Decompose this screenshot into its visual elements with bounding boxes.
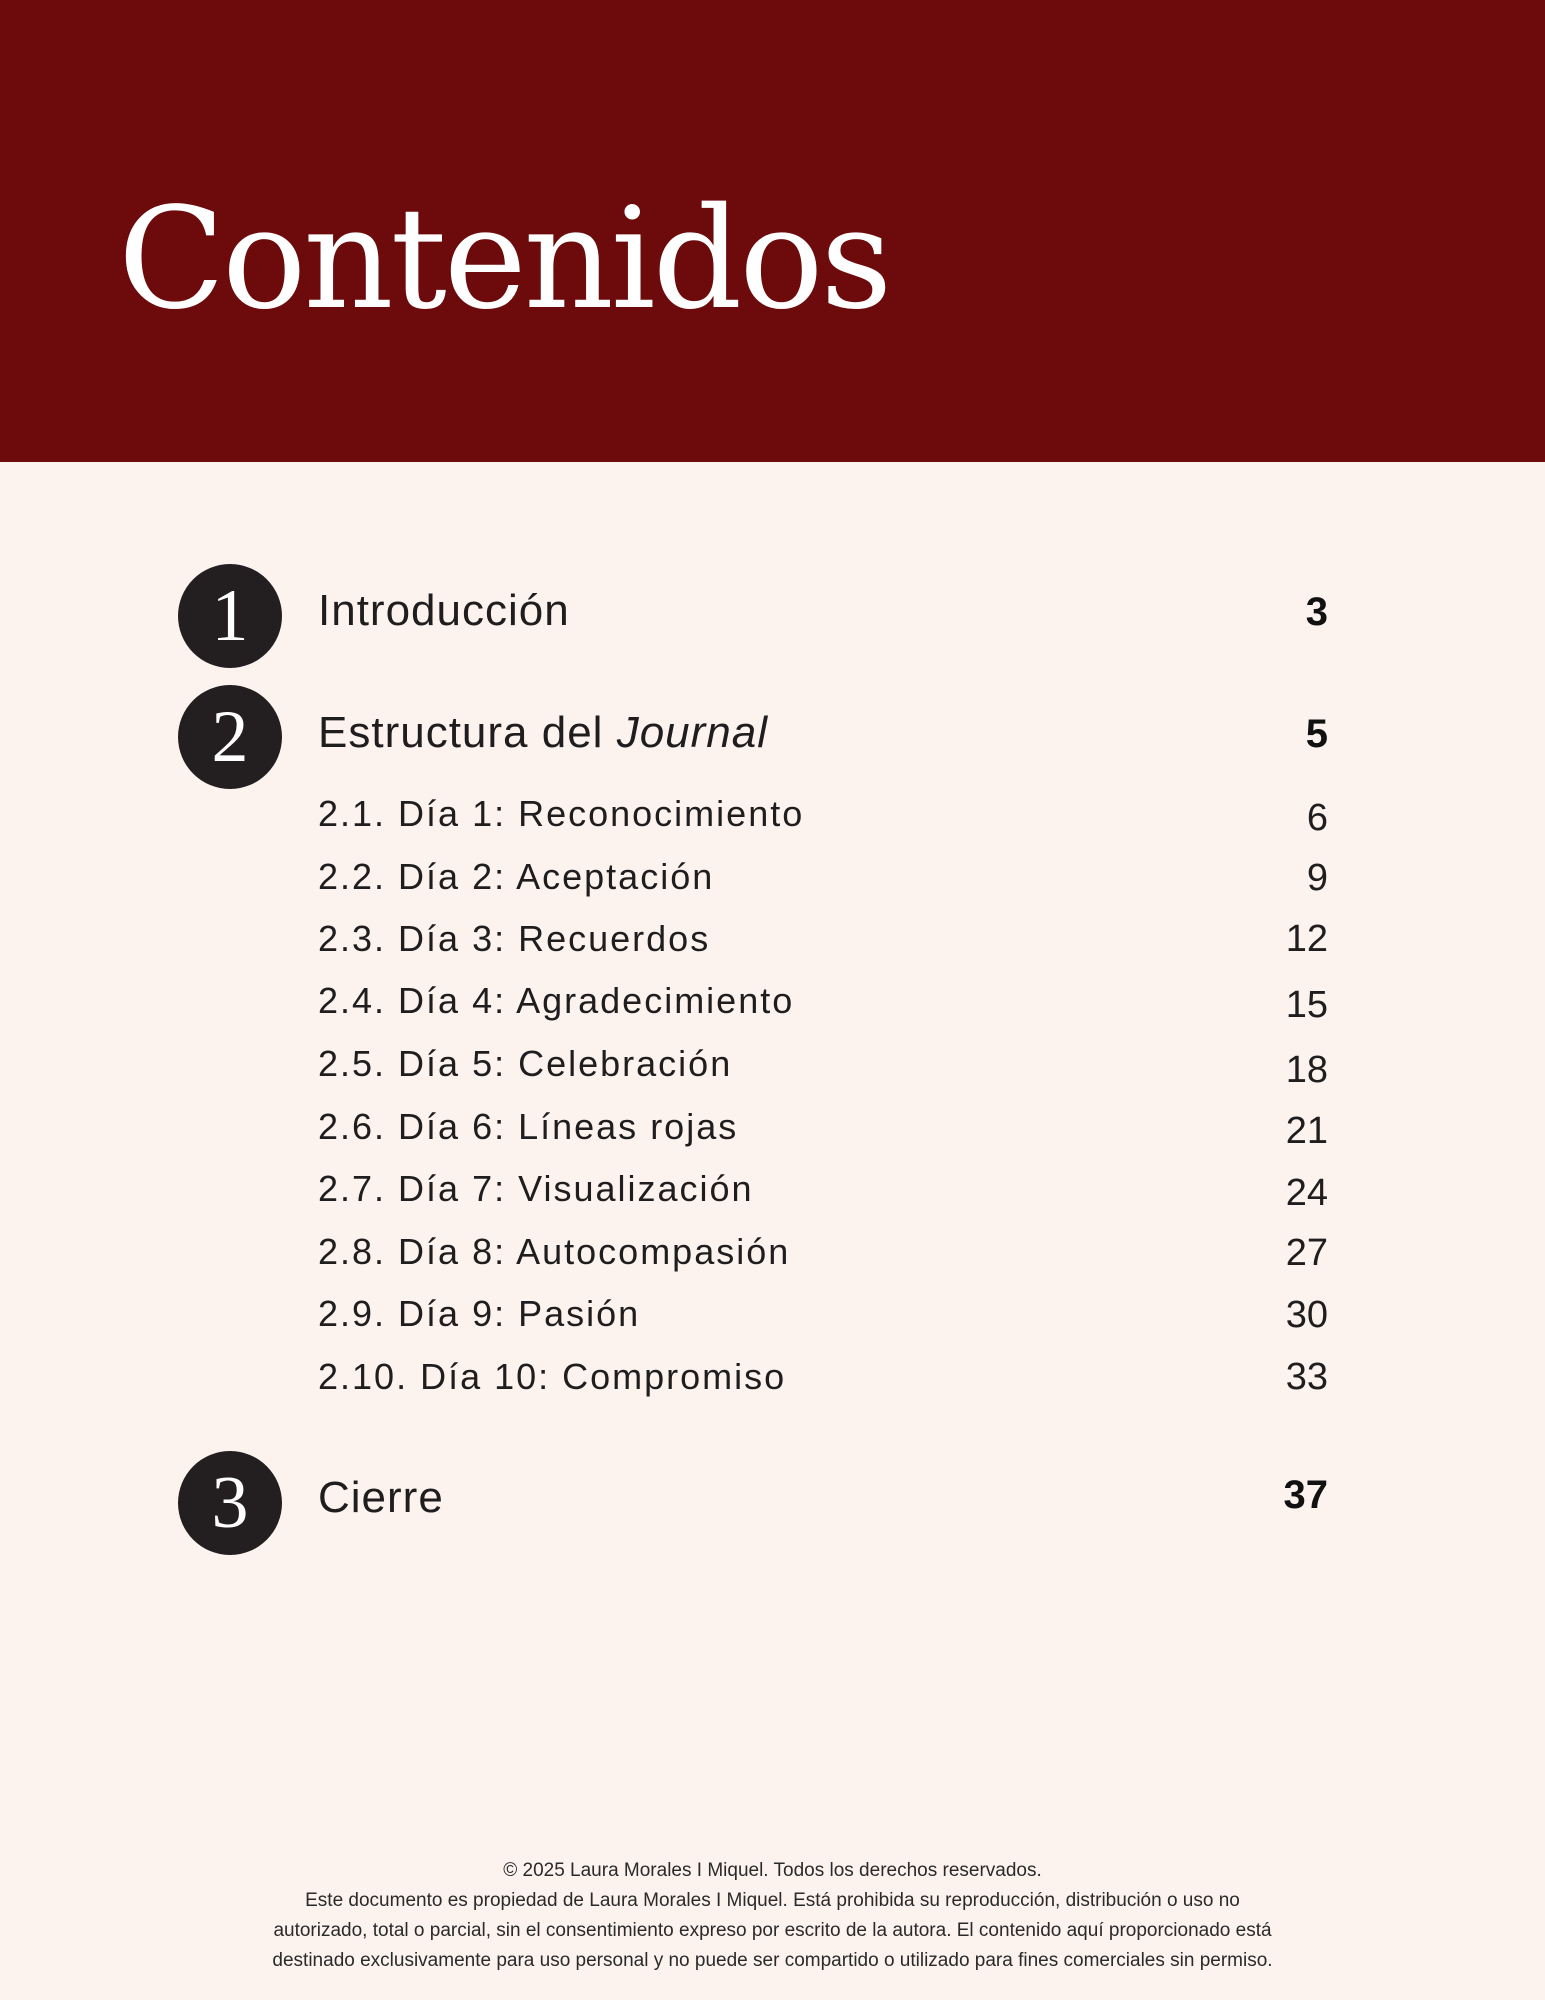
copyright-footer <box>0 1856 1545 1976</box>
section-label <box>318 708 768 758</box>
section-page-number: 37 <box>1283 1473 1328 1517</box>
header-banner <box>0 0 1545 462</box>
section-page-number: 5 <box>1305 712 1328 756</box>
subsection-label: 2.2. Día 2: Aceptación <box>318 856 715 897</box>
subsection-label: 2.10. Día 10: Compromiso <box>318 1356 787 1397</box>
subsection-page-number: 33 <box>1285 1356 1328 1398</box>
subsection-label: 2.6. Día 6: Líneas rojas <box>318 1106 739 1147</box>
subsection-page-number: 24 <box>1285 1172 1328 1214</box>
subsection-page-number: 21 <box>1285 1110 1328 1152</box>
page-title: Contenidos <box>118 178 890 341</box>
subsection-label: 2.3. Día 3: Recuerdos <box>318 918 711 959</box>
section-label: Introducción <box>318 586 570 635</box>
section-label-italic: Journal <box>616 708 768 757</box>
subsection-page-number: 27 <box>1285 1232 1328 1274</box>
subsection-label: 2.5. Día 5: Celebración <box>318 1043 733 1084</box>
subsection-label: 2.8. Día 8: Autocompasión <box>318 1231 791 1272</box>
subsection-label: 2.7. Día 7: Visualización <box>318 1168 754 1209</box>
subsection-label: 2.1. Día 1: Reconocimiento <box>318 793 805 834</box>
section-page-number: 3 <box>1305 590 1328 634</box>
section-number-badge: 2 <box>178 685 282 789</box>
subsection-page-number: 30 <box>1285 1294 1328 1336</box>
section-number-badge: 3 <box>178 1451 282 1555</box>
footer-notice-line: autorizado, total o parcial, sin el consentimiento expreso por escrito de la autora. El contenido aquí proporcionado está <box>273 1920 1272 1941</box>
subsection-label: 2.9. Día 9: Pasión <box>318 1293 641 1334</box>
subsection-label: 2.4. Día 4: Agradecimiento <box>318 980 795 1021</box>
subsection-page-number: 15 <box>1285 984 1328 1026</box>
subsection-page-number: 18 <box>1285 1049 1328 1091</box>
footer-notice-line: Este documento es propiedad de Laura Morales I Miquel. Está prohibida su reproducción, distribución o uso no <box>305 1890 1240 1911</box>
subsection-page-number: 6 <box>1306 797 1328 839</box>
footer-copyright: © 2025 Laura Morales I Miquel. Todos los derechos reservados. <box>503 1860 1042 1881</box>
subsection-page-number: 12 <box>1285 918 1328 960</box>
footer-notice-line: destinado exclusivamente para uso personal y no puede ser compartido o utilizado para fines comerciales sin permiso. <box>272 1950 1273 1971</box>
section-label-text: Estructura del <box>318 708 617 757</box>
subsection-page-number: 9 <box>1306 857 1328 899</box>
section-number-badge: 1 <box>178 564 282 668</box>
section-label: Cierre <box>318 1473 444 1522</box>
